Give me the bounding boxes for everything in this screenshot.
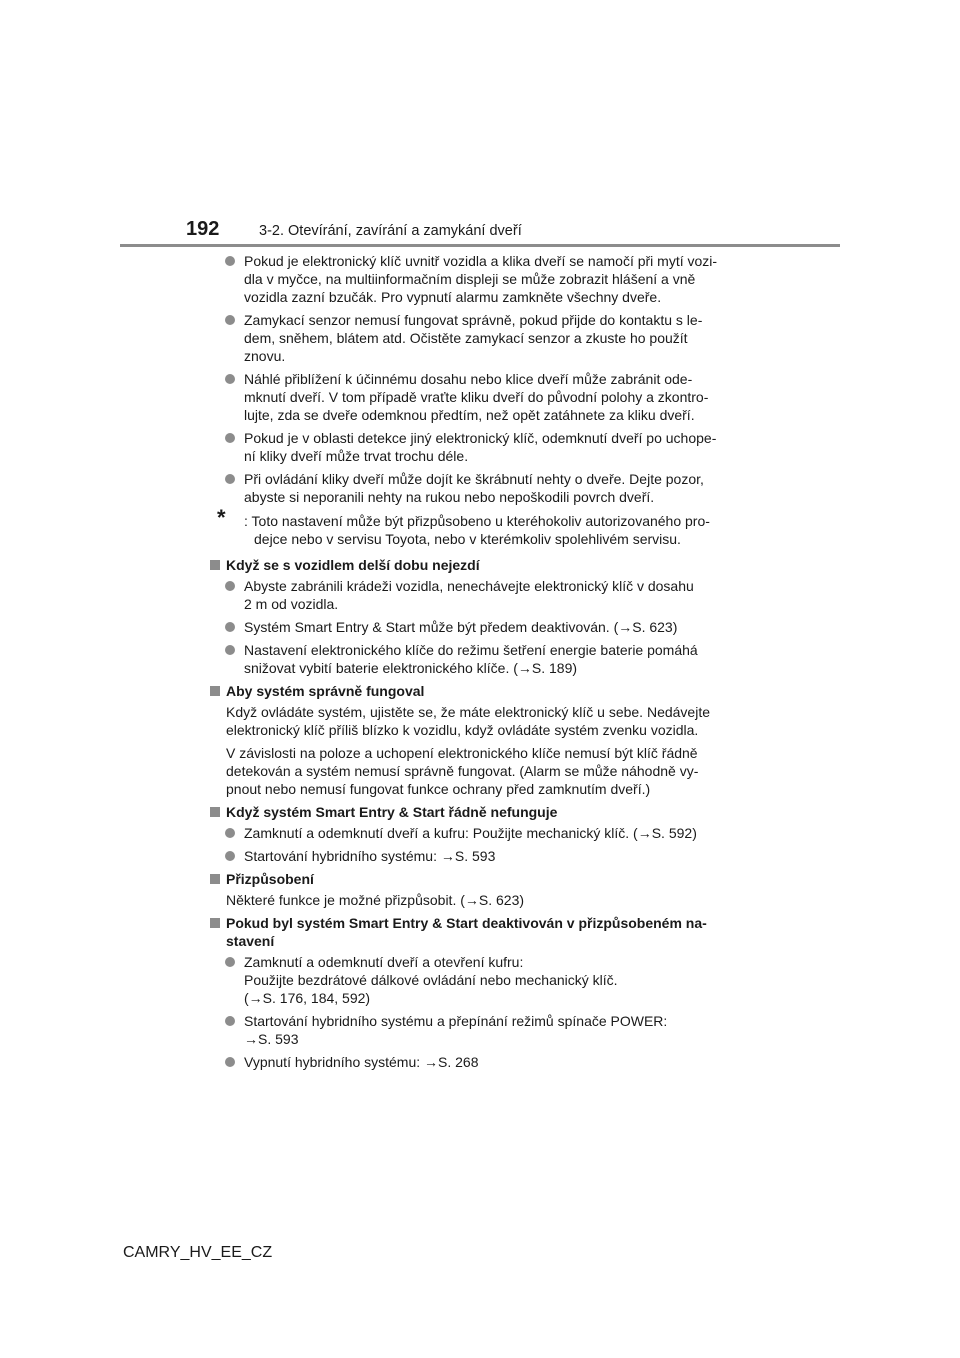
- square-bullet-icon: [210, 807, 220, 817]
- heading-text: Pokud byl systém Smart Entry & Start deaktivován v přizpůsobeném na-: [226, 915, 707, 931]
- bullet-dot-icon: [225, 315, 235, 325]
- text-line: Pokud je elektronický klíč uvnitř vozidla a klika dveří se namočí při mytí vozi-: [244, 253, 718, 269]
- bullet-item: [206, 577, 754, 613]
- section-heading: [206, 682, 754, 700]
- section-heading: [206, 870, 754, 888]
- footnote-line: : Toto nastavení může být přizpůsobeno u kteréhokoliv autorizovaného pro-: [244, 513, 710, 529]
- text-line: Při ovládání kliky dveří může dojít ke škrábnutí nehty o dveře. Dejte pozor,: [244, 471, 704, 487]
- bullet-item: [206, 953, 754, 1007]
- text-line: pnout nebo nemusí fungovat funkce ochrany před zamknutím dveří.): [226, 781, 651, 797]
- bullet-dot-icon: [225, 622, 235, 632]
- bullet-item: [206, 311, 754, 365]
- document-code: CAMRY_HV_EE_CZ: [123, 1244, 273, 1261]
- bullet-dot-icon: [225, 581, 235, 591]
- paragraph: [206, 703, 754, 739]
- text-line: (→S. 176, 184, 592): [244, 990, 371, 1006]
- text-line: dem, sněhem, blátem atd. Očistěte zamykací senzor a zkuste ho použít: [244, 330, 688, 346]
- footnote-line: dejce nebo v servisu Toyota, nebo v kterémkoliv spolehlivém servisu.: [254, 531, 681, 547]
- section-heading: [206, 914, 754, 950]
- bullet-item: [206, 641, 754, 677]
- text-line: Použijte bezdrátové dálkové ovládání nebo mechanický klíč.: [244, 972, 618, 988]
- bullet-dot-icon: [225, 645, 235, 655]
- bullet-dot-icon: [225, 851, 235, 861]
- bullet-item: [206, 470, 754, 506]
- heading-text: Když systém Smart Entry & Start řádně nefunguje: [226, 804, 558, 820]
- paragraph: [206, 891, 754, 909]
- text-line: Pokud je v oblasti detekce jiný elektronický klíč, odemknutí dveří po uchope-: [244, 430, 717, 446]
- heading-text: Když se s vozidlem delší dobu nejezdí: [226, 557, 480, 573]
- bullet-dot-icon: [225, 474, 235, 484]
- text-line: Když ovládáte systém, ujistěte se, že máte elektronický klíč u sebe. Nedávejte: [226, 704, 711, 720]
- bullet-dot-icon: [225, 433, 235, 443]
- text-line: Startování hybridního systému: →S. 593: [244, 848, 496, 864]
- section-title: 3-2. Otevírání, zavírání a zamykání dveří: [259, 223, 522, 239]
- section-heading: [206, 556, 754, 574]
- text-line: snižovat vybití baterie elektronického klíče. (→S. 189): [244, 660, 578, 676]
- text-line: Zamykací senzor nemusí fungovat správně, pokud přijde do kontaktu s le-: [244, 312, 703, 328]
- square-bullet-icon: [210, 686, 220, 696]
- bullet-dot-icon: [225, 374, 235, 384]
- bullet-item: [206, 370, 754, 424]
- text-line: V závislosti na poloze a uchopení elektronického klíče nemusí být klíč řádně: [226, 745, 698, 761]
- bullet-item: [206, 252, 754, 306]
- text-line: →S. 593: [244, 1031, 299, 1047]
- bullet-item: [206, 429, 754, 465]
- bullet-item: [206, 1053, 754, 1071]
- square-bullet-icon: [210, 560, 220, 570]
- square-bullet-icon: [210, 918, 220, 928]
- text-line: dla v myčce, na multiinformačním displeji se může zobrazit hlášení a vně: [244, 271, 696, 287]
- text-line: detekován a systém nemusí správně fungovat. (Alarm se může náhodně vy-: [226, 763, 699, 779]
- bullet-dot-icon: [225, 1057, 235, 1067]
- page-number: 192: [186, 218, 220, 240]
- bullet-item: [206, 847, 754, 865]
- text-line: Zamknutí a odemknutí dveří a otevření kufru:: [244, 954, 524, 970]
- text-line: Vypnutí hybridního systému: →S. 268: [244, 1054, 479, 1070]
- section-heading: [206, 803, 754, 821]
- text-line: 2 m od vozidla.: [244, 596, 339, 612]
- text-line: Náhlé přiblížení k účinnému dosahu nebo klice dveří může zabránit ode-: [244, 371, 693, 387]
- paragraph: [206, 744, 754, 798]
- heading-text: Aby systém správně fungoval: [226, 683, 425, 699]
- footnote: [206, 505, 754, 548]
- text-line: ní kliky dveří může trvat trochu déle.: [244, 448, 469, 464]
- text-line: lujte, zda se dveře odemknou předtím, než opět zatáhnete za kliku dveří.: [244, 407, 695, 423]
- square-bullet-icon: [210, 874, 220, 884]
- bullet-item: [206, 824, 754, 842]
- bullet-dot-icon: [225, 828, 235, 838]
- bullet-dot-icon: [225, 1016, 235, 1026]
- text-line: znovu.: [244, 348, 286, 364]
- content: [206, 252, 754, 1076]
- heading-text: Přizpůsobení: [226, 871, 314, 887]
- text-line: Abyste zabránili krádeži vozidla, nenechávejte elektronický klíč v dosahu: [244, 578, 694, 594]
- bullet-dot-icon: [225, 256, 235, 266]
- header-rule: [120, 244, 840, 247]
- text-line: abyste si neporanili nehty na rukou nebo nepoškodili povrch dveří.: [244, 489, 655, 505]
- text-line: vozidla zazní bzučák. Pro vypnutí alarmu zamkněte všechny dveře.: [244, 289, 662, 305]
- bullet-item: [206, 1012, 754, 1048]
- text-line: Zamknutí a odemknutí dveří a kufru: Použijte mechanický klíč. (→S. 592): [244, 825, 697, 841]
- text-line: Nastavení elektronického klíče do režimu šetření energie baterie pomáhá: [244, 642, 698, 658]
- bullet-dot-icon: [225, 957, 235, 967]
- bullet-item: [206, 618, 754, 636]
- text-line: mknutí dveří. V tom případě vraťte kliku dveří do původní polohy a zkontro-: [244, 389, 709, 405]
- text-line: Systém Smart Entry & Start může být předem deaktivován. (→S. 623): [244, 619, 678, 635]
- text-line: elektronický klíč příliš blízko k vozidlu, když ovládáte systém zvenku vozidla.: [226, 722, 699, 738]
- heading-text: stavení: [226, 933, 275, 949]
- footnote-star: *: [217, 505, 226, 530]
- text-line: Některé funkce je možné přizpůsobit. (→S. 623): [226, 892, 525, 908]
- text-line: Startování hybridního systému a přepínání režimů spínače POWER:: [244, 1013, 668, 1029]
